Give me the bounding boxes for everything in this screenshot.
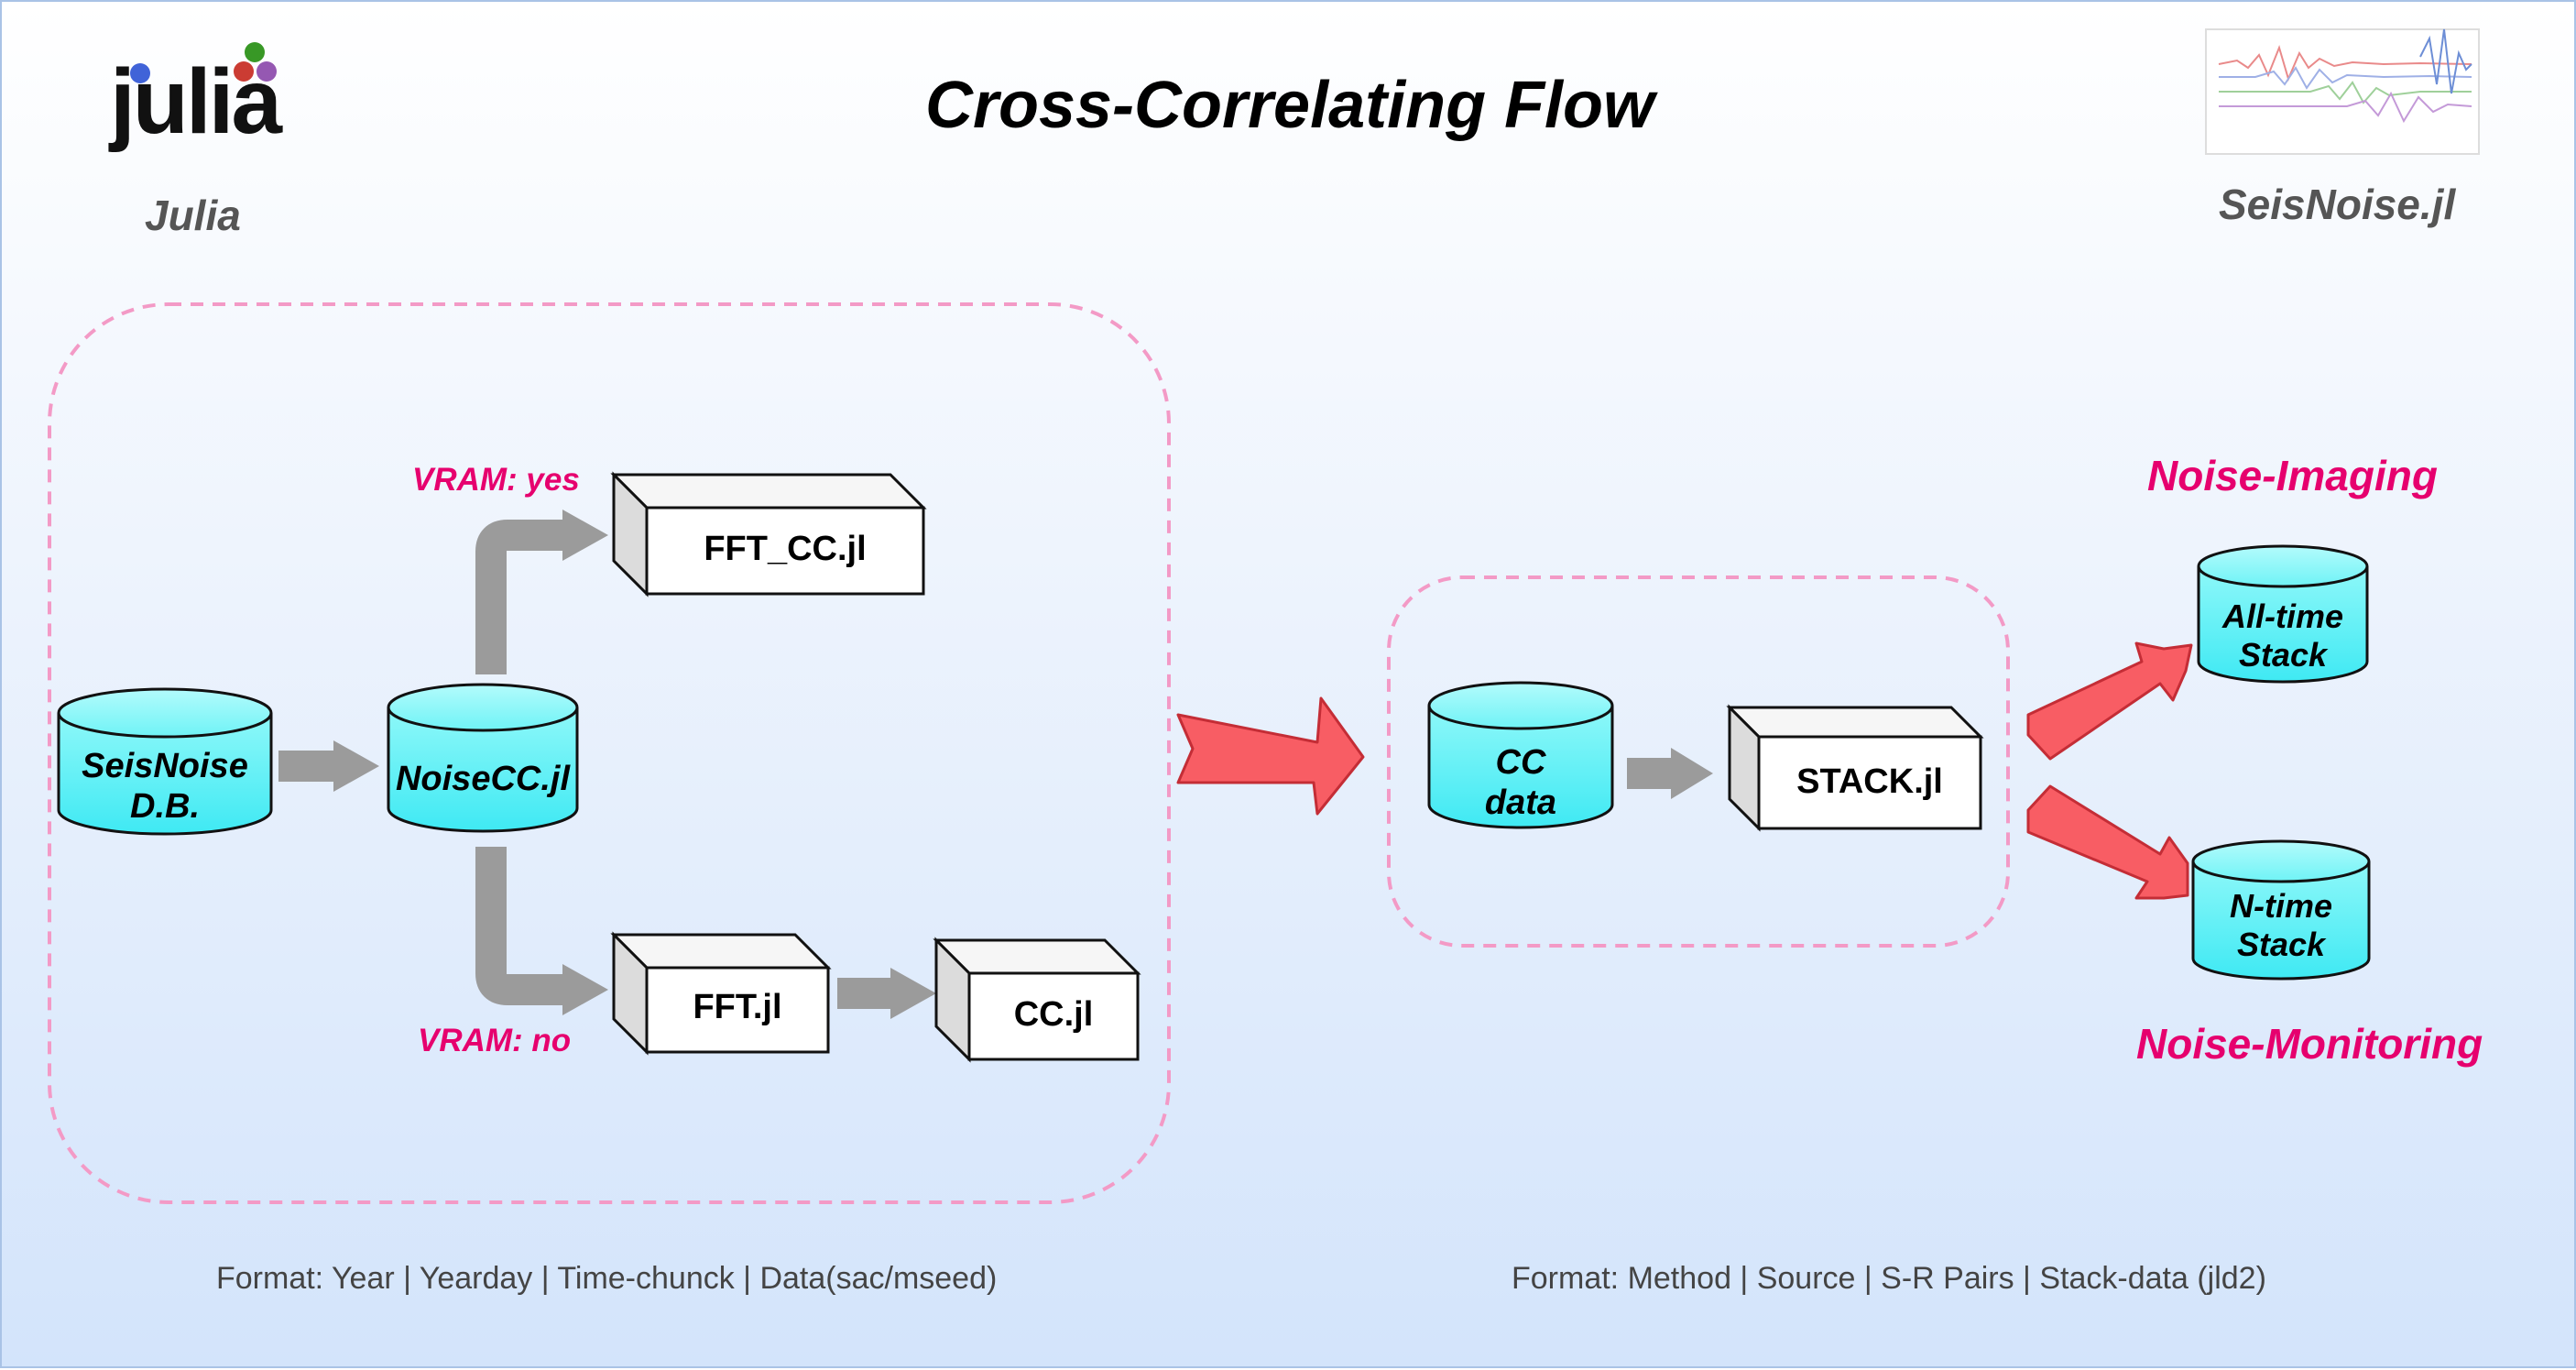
- arrow-stack-to-n-time: [2028, 786, 2188, 898]
- arrow-noisecc-to-fft: [491, 847, 608, 1015]
- vram-yes-label: VRAM: yes: [412, 462, 580, 498]
- arrow-ccdata-to-stack: [1627, 748, 1713, 799]
- cc-label: CC.jl: [1013, 995, 1094, 1034]
- seisnoise-db-label: SeisNoise D.B.: [82, 747, 248, 826]
- noise-monitoring-label: Noise-Monitoring: [2136, 1020, 2483, 1068]
- noisecc-label: NoiseCC.jl: [395, 760, 571, 798]
- diagram-title: Cross-Correlating Flow: [924, 69, 1655, 142]
- cc-data-label: CC data: [1484, 743, 1557, 822]
- arrow-stage1-to-stage2: [1178, 698, 1363, 814]
- julia-wordmark: julia: [110, 50, 280, 153]
- seisnoise-caption: SeisNoise.jl: [2219, 181, 2456, 228]
- fft-label: FFT.jl: [693, 988, 782, 1026]
- format-left: Format: Year | Yearday | Time-chunck | Data(sac/mseed): [216, 1261, 998, 1296]
- format-right: Format: Method | Source | S-R Pairs | Stack-data (jld2): [1512, 1261, 2266, 1296]
- diagram-graphics: [2, 2, 2576, 1370]
- vram-no-label: VRAM: no: [418, 1023, 572, 1058]
- noisecc-cylinder: [388, 685, 577, 831]
- julia-caption: Julia: [145, 192, 241, 239]
- all-time-stack-label: All-time Stack: [2221, 597, 2343, 674]
- fft-cc-label: FFT_CC.jl: [704, 530, 867, 568]
- n-time-stack-label: N-time Stack: [2229, 887, 2332, 963]
- arrow-fft-to-cc: [837, 968, 936, 1019]
- noise-imaging-label: Noise-Imaging: [2147, 452, 2438, 499]
- arrow-noisecc-to-fft-cc: [491, 510, 608, 674]
- arrow-db-to-noisecc: [278, 740, 379, 792]
- stack-label: STACK.jl: [1796, 762, 1943, 801]
- arrow-stack-to-all-time: [2028, 643, 2191, 759]
